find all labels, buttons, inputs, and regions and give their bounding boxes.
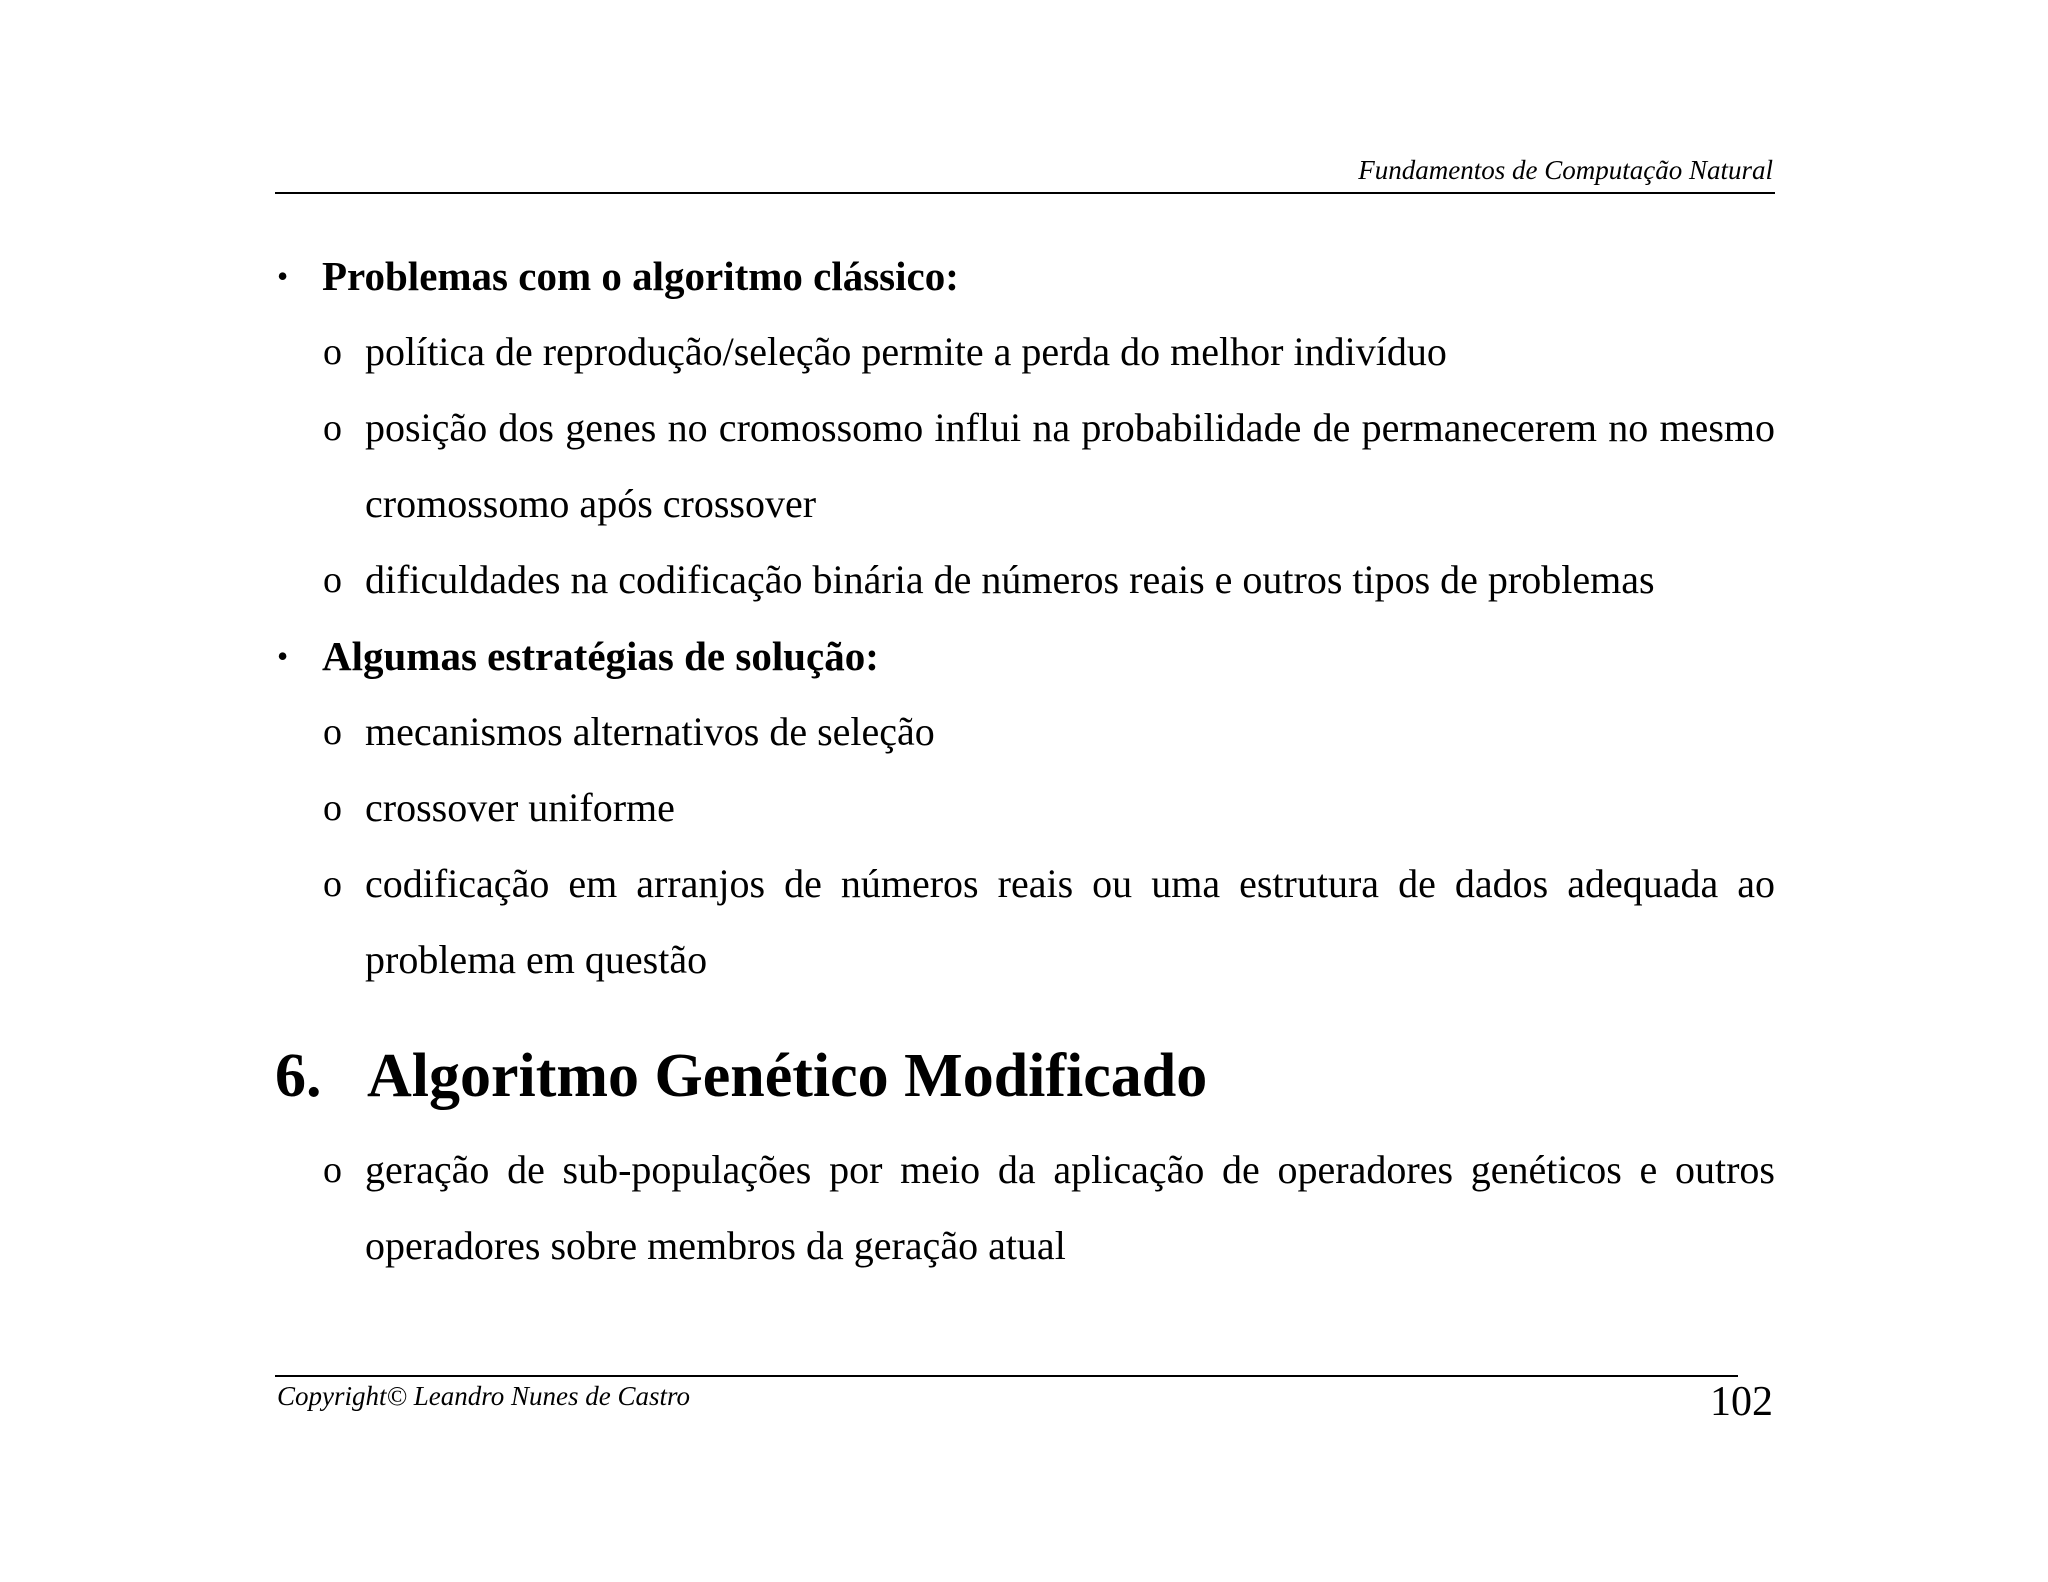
section-title-text: Problemas com o algoritmo clássico: bbox=[322, 253, 959, 299]
section-heading bbox=[275, 1026, 1775, 1126]
list-item bbox=[275, 694, 1775, 770]
list-item bbox=[275, 390, 1775, 542]
sub-bullet-marker: o bbox=[323, 331, 342, 373]
sub-bullet-marker: o bbox=[323, 559, 342, 601]
section-title bbox=[275, 618, 1775, 694]
sub-bullet-marker: o bbox=[323, 863, 342, 905]
list-item-text: mecanismos alternativos de seleção bbox=[365, 709, 935, 754]
sub-bullet-marker: o bbox=[323, 407, 342, 449]
list-item-text: crossover uniforme bbox=[365, 785, 675, 830]
section-problems bbox=[275, 238, 1775, 618]
footer-rule bbox=[275, 1375, 1738, 1377]
sub-bullet-marker: o bbox=[323, 787, 342, 829]
sub-list bbox=[275, 1132, 1775, 1284]
section-title bbox=[275, 238, 1775, 314]
heading-text: Algoritmo Genético Modificado bbox=[367, 1042, 1208, 1110]
list-item bbox=[275, 770, 1775, 846]
list-item bbox=[275, 314, 1775, 390]
page-content bbox=[275, 238, 1775, 1284]
copyright-notice: Copyright© Leandro Nunes de Castro bbox=[277, 1381, 691, 1411]
section-title-text: Algumas estratégias de solução: bbox=[322, 633, 879, 679]
list-item-text: posição dos genes no cromossomo influi na probabilidade de permanecerem no mesmo cromossomo após crossover bbox=[365, 405, 1775, 526]
section-strategies bbox=[275, 618, 1775, 998]
sub-bullet-marker: o bbox=[323, 1149, 342, 1191]
page-number: 102 bbox=[1710, 1379, 1773, 1425]
list-item-text: codificação em arranjos de números reais ou uma estrutura de dados adequada ao problema em questão bbox=[365, 861, 1775, 982]
bullet-marker: • bbox=[277, 258, 289, 294]
sub-list bbox=[275, 694, 1775, 998]
bullet-marker: • bbox=[277, 638, 289, 674]
running-header: Fundamentos de Computação Natural bbox=[1358, 155, 1773, 185]
list-item-text: geração de sub-populações por meio da aplicação de operadores genéticos e outros operadores sobre membros da geração atual bbox=[365, 1147, 1775, 1268]
header-rule bbox=[275, 192, 1775, 194]
list-item bbox=[275, 1132, 1775, 1284]
list-item-text: política de reprodução/seleção permite a perda do melhor indivíduo bbox=[365, 329, 1447, 374]
list-item bbox=[275, 542, 1775, 618]
heading-number: 6. bbox=[275, 1042, 322, 1110]
list-item-text: dificuldades na codificação binária de números reais e outros tipos de problemas bbox=[365, 557, 1655, 602]
sub-list bbox=[275, 314, 1775, 618]
sub-bullet-marker: o bbox=[323, 711, 342, 753]
list-item bbox=[275, 846, 1775, 998]
